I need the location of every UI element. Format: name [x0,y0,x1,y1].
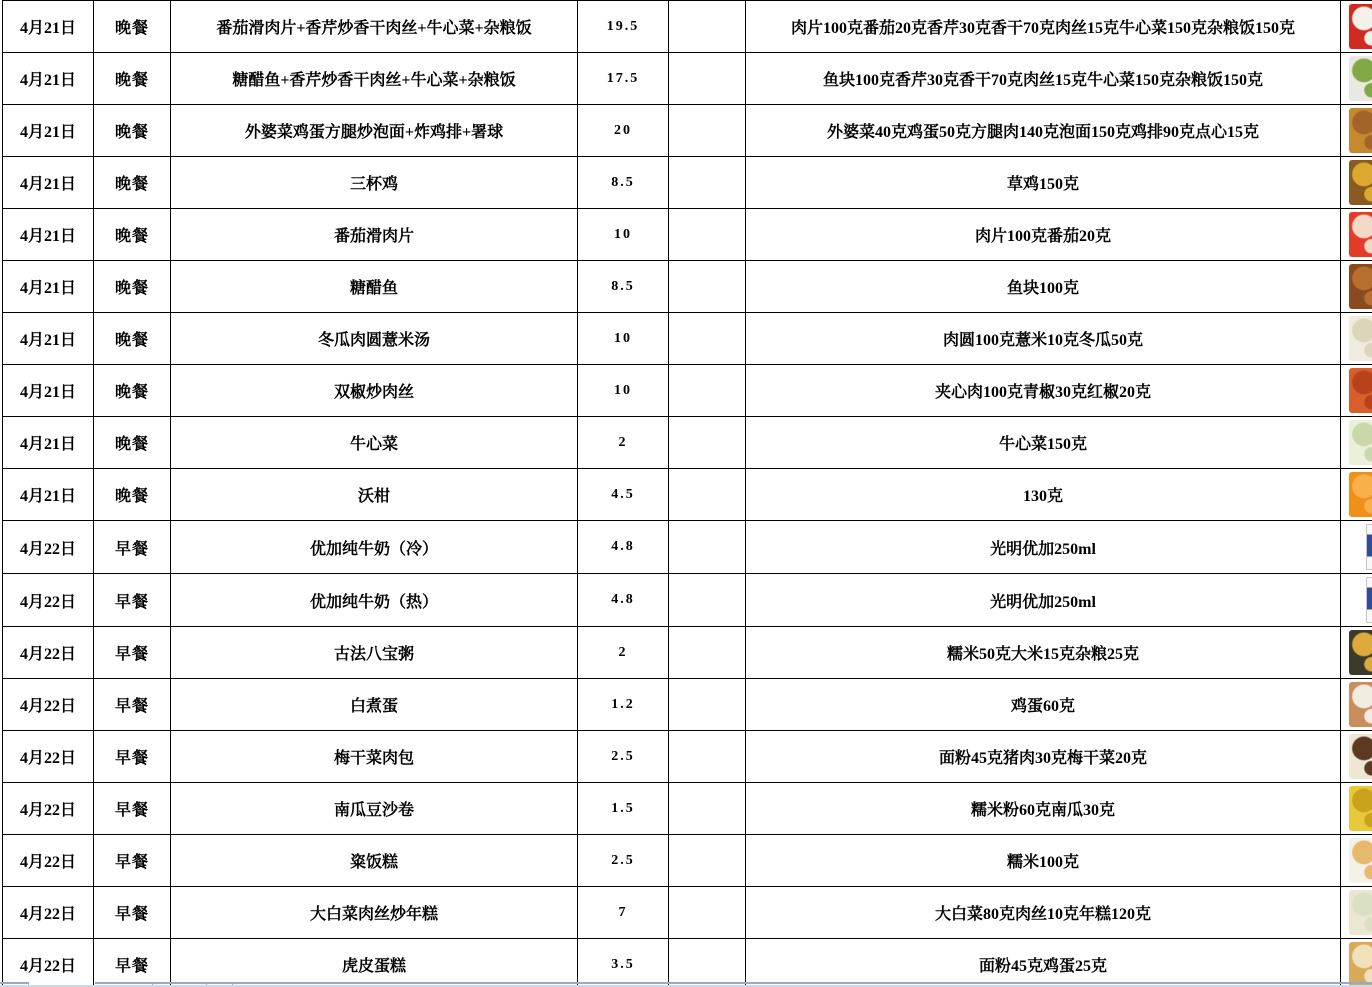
ingredients-cell[interactable]: 牛心菜150克 [746,417,1341,469]
price-cell[interactable]: 2 [578,627,669,679]
date-cell[interactable]: 4月21日 [3,105,94,157]
image-cell[interactable] [1341,53,1372,105]
dish-cell[interactable]: 大白菜肉丝炒年糕 [171,887,578,939]
dish-cell[interactable]: 糖醋鱼+香芹炒香干肉丝+牛心菜+杂粮饭 [171,53,578,105]
cabbage-rice-cake-photo [1349,890,1372,935]
ingredients-cell[interactable]: 130克 [746,469,1341,521]
date-cell[interactable]: 4月21日 [3,261,94,313]
meal-cell[interactable]: 晚餐 [94,105,171,157]
image-cell[interactable] [1341,313,1372,365]
spacer-cell[interactable] [669,887,746,939]
image-cell[interactable] [1341,939,1372,987]
image-cell[interactable] [1341,887,1372,939]
price-cell[interactable]: 10 [578,313,669,365]
spacer-cell[interactable] [669,157,746,209]
ingredients-cell[interactable]: 大白菜80克肉丝10克年糕120克 [746,887,1341,939]
meal-cell[interactable]: 晚餐 [94,1,171,53]
menu-row [3,469,1372,521]
image-cell[interactable] [1341,469,1372,521]
spacer-cell[interactable] [669,627,746,679]
tomato-pork-photo [1349,212,1372,257]
price-cell[interactable]: 4.8 [578,521,669,574]
ingredients-cell[interactable]: 草鸡150克 [746,157,1341,209]
date-cell[interactable]: 4月21日 [3,53,94,105]
spacer-cell[interactable] [669,417,746,469]
milk-carton-photo [1366,577,1372,623]
image-cell[interactable] [1341,261,1372,313]
menu-row [3,939,1372,987]
dish-cell[interactable]: 优加纯牛奶（冷） [171,521,578,574]
image-cell[interactable] [1341,679,1372,731]
spacer-cell[interactable] [669,783,746,835]
price-cell[interactable]: 7 [578,887,669,939]
ingredients-cell[interactable]: 糯米粉60克南瓜30克 [746,783,1341,835]
date-cell[interactable]: 4月22日 [3,521,94,574]
meal-cell[interactable]: 早餐 [94,521,171,574]
dish-cell[interactable]: 冬瓜肉圆薏米汤 [171,313,578,365]
price-cell[interactable]: 1.2 [578,679,669,731]
dish-cell[interactable]: 番茄滑肉片+香芹炒香干肉丝+牛心菜+杂粮饭 [171,1,578,53]
meal-cell[interactable]: 晚餐 [94,469,171,521]
eight-treasure-porridge-photo [1349,630,1372,675]
ingredients-cell[interactable]: 光明优加250ml [746,574,1341,627]
spacer-cell[interactable] [669,313,746,365]
price-cell[interactable]: 2.5 [578,731,669,783]
date-cell[interactable]: 4月22日 [3,679,94,731]
price-cell[interactable]: 2 [578,417,669,469]
dish-cell[interactable]: 三杯鸡 [171,157,578,209]
spacer-cell[interactable] [669,939,746,987]
menu-row [3,887,1372,939]
meal-cell[interactable]: 早餐 [94,627,171,679]
price-cell[interactable]: 20 [578,105,669,157]
price-cell[interactable]: 1.5 [578,783,669,835]
meal-cell[interactable]: 早餐 [94,731,171,783]
meal-cell[interactable]: 早餐 [94,939,171,987]
date-cell[interactable]: 4月22日 [3,731,94,783]
price-cell[interactable]: 8.5 [578,157,669,209]
bento-box-meal-photo [1349,56,1372,101]
menu-row [3,209,1372,261]
ingredients-cell[interactable]: 面粉45克鸡蛋25克 [746,939,1341,987]
spacer-cell[interactable] [669,521,746,574]
meal-cell[interactable]: 晚餐 [94,157,171,209]
menu-row [3,574,1372,627]
date-cell[interactable]: 4月21日 [3,157,94,209]
ingredients-cell[interactable]: 鱼块100克香芹30克香干70克肉丝15克牛心菜150克杂粮饭150克 [746,53,1341,105]
dish-cell[interactable]: 梅干菜肉包 [171,731,578,783]
price-cell[interactable]: 17.5 [578,53,669,105]
date-cell[interactable]: 4月21日 [3,1,94,53]
date-cell[interactable]: 4月22日 [3,887,94,939]
price-cell[interactable]: 10 [578,365,669,417]
price-cell[interactable]: 4.5 [578,469,669,521]
menu-row [3,365,1372,417]
price-cell[interactable]: 10 [578,209,669,261]
menu-row [3,261,1372,313]
menu-row [3,1,1372,53]
fried-rice-cake-photo [1349,838,1372,883]
meal-cell[interactable]: 早餐 [94,783,171,835]
dish-cell[interactable]: 南瓜豆沙卷 [171,783,578,835]
fried-noodles-photo [1349,108,1372,153]
date-cell[interactable]: 4月21日 [3,209,94,261]
menu-row [3,783,1372,835]
ingredients-cell[interactable]: 肉圆100克薏米10克冬瓜50克 [746,313,1341,365]
dish-cell[interactable]: 牛心菜 [171,417,578,469]
meal-cell[interactable]: 晚餐 [94,417,171,469]
meal-menu-table [2,0,1372,987]
meal-cell[interactable]: 早餐 [94,887,171,939]
image-cell[interactable] [1341,627,1372,679]
ingredients-cell[interactable]: 鱼块100克 [746,261,1341,313]
ingredients-cell[interactable]: 肉片100克番茄20克香芹30克香干70克肉丝15克牛心菜150克杂粮饭150克 [746,1,1341,53]
ingredients-cell[interactable]: 面粉45克猪肉30克梅干菜20克 [746,731,1341,783]
dish-cell[interactable]: 虎皮蛋糕 [171,939,578,987]
price-cell[interactable]: 4.8 [578,574,669,627]
date-cell[interactable]: 4月21日 [3,417,94,469]
menu-row [3,731,1372,783]
ingredients-cell[interactable]: 糯米100克 [746,835,1341,887]
spacer-cell[interactable] [669,261,746,313]
price-cell[interactable]: 3.5 [578,939,669,987]
dish-cell[interactable]: 双椒炒肉丝 [171,365,578,417]
cabbage-dish-photo [1349,420,1372,465]
meal-cell[interactable]: 晚餐 [94,313,171,365]
date-cell[interactable]: 4月21日 [3,469,94,521]
image-cell[interactable] [1341,731,1372,783]
sweet-sour-fish-photo [1349,264,1372,309]
meat-bun-photo [1349,734,1372,779]
image-cell[interactable] [1341,783,1372,835]
milk-carton-photo [1366,524,1372,570]
meal-cell[interactable]: 晚餐 [94,209,171,261]
price-cell[interactable]: 2.5 [578,835,669,887]
spacer-cell[interactable] [669,365,746,417]
menu-row [3,313,1372,365]
spacer-cell[interactable] [669,574,746,627]
image-cell[interactable] [1341,521,1372,574]
date-cell[interactable]: 4月22日 [3,783,94,835]
dish-cell[interactable]: 白煮蛋 [171,679,578,731]
image-cell[interactable] [1341,157,1372,209]
image-cell[interactable] [1341,835,1372,887]
meal-cell[interactable]: 早餐 [94,679,171,731]
date-cell[interactable]: 4月22日 [3,939,94,987]
meal-cell[interactable]: 早餐 [94,835,171,887]
spacer-cell[interactable] [669,1,746,53]
three-cup-chicken-photo [1349,160,1372,205]
ingredients-cell[interactable]: 糯米50克大米15克杂粮25克 [746,627,1341,679]
spacer-cell[interactable] [669,105,746,157]
meal-cell[interactable]: 晚餐 [94,365,171,417]
image-cell[interactable] [1341,574,1372,627]
date-cell[interactable]: 4月22日 [3,627,94,679]
dish-cell[interactable]: 外婆菜鸡蛋方腿炒泡面+炸鸡排+署球 [171,105,578,157]
dish-cell[interactable]: 番茄滑肉片 [171,209,578,261]
spacer-cell[interactable] [669,731,746,783]
meal-cell[interactable]: 早餐 [94,574,171,627]
ingredients-cell[interactable]: 光明优加250ml [746,521,1341,574]
date-cell[interactable]: 4月22日 [3,574,94,627]
pumpkin-bean-roll-photo [1349,786,1372,831]
dish-cell[interactable]: 糖醋鱼 [171,261,578,313]
menu-row [3,417,1372,469]
menu-row [3,835,1372,887]
mandarin-orange-photo [1349,472,1372,517]
image-cell[interactable] [1341,417,1372,469]
image-cell[interactable] [1341,209,1372,261]
menu-row [3,157,1372,209]
pepper-pork-shreds-photo [1349,368,1372,413]
ingredients-cell[interactable]: 肉片100克番茄20克 [746,209,1341,261]
red-tray-meal-photo [1349,4,1372,49]
image-cell[interactable] [1341,105,1372,157]
boiled-eggs-photo [1349,682,1372,727]
menu-row [3,627,1372,679]
dish-cell[interactable]: 古法八宝粥 [171,627,578,679]
spacer-cell[interactable] [669,469,746,521]
spacer-cell[interactable] [669,679,746,731]
date-cell[interactable]: 4月21日 [3,365,94,417]
price-cell[interactable]: 8.5 [578,261,669,313]
ingredients-cell[interactable]: 夹心肉100克青椒30克红椒20克 [746,365,1341,417]
date-cell[interactable]: 4月22日 [3,835,94,887]
spacer-cell[interactable] [669,209,746,261]
ingredients-cell[interactable]: 鸡蛋60克 [746,679,1341,731]
menu-row [3,105,1372,157]
image-cell[interactable] [1341,365,1372,417]
meal-cell[interactable]: 晚餐 [94,53,171,105]
image-cell[interactable] [1341,1,1372,53]
ingredients-cell[interactable]: 外婆菜40克鸡蛋50克方腿肉140克泡面150克鸡排90克点心15克 [746,105,1341,157]
menu-row [3,679,1372,731]
tiger-skin-cake-roll-photo [1349,942,1372,987]
meatball-soup-photo [1349,316,1372,361]
dish-cell[interactable]: 优加纯牛奶（热） [171,574,578,627]
price-cell[interactable]: 19.5 [578,1,669,53]
spacer-cell[interactable] [669,53,746,105]
date-cell[interactable]: 4月21日 [3,313,94,365]
menu-row [3,53,1372,105]
meal-cell[interactable]: 晚餐 [94,261,171,313]
spacer-cell[interactable] [669,835,746,887]
menu-row [3,521,1372,574]
dish-cell[interactable]: 沃柑 [171,469,578,521]
menu-table-body [3,1,1372,987]
dish-cell[interactable]: 粢饭糕 [171,835,578,887]
